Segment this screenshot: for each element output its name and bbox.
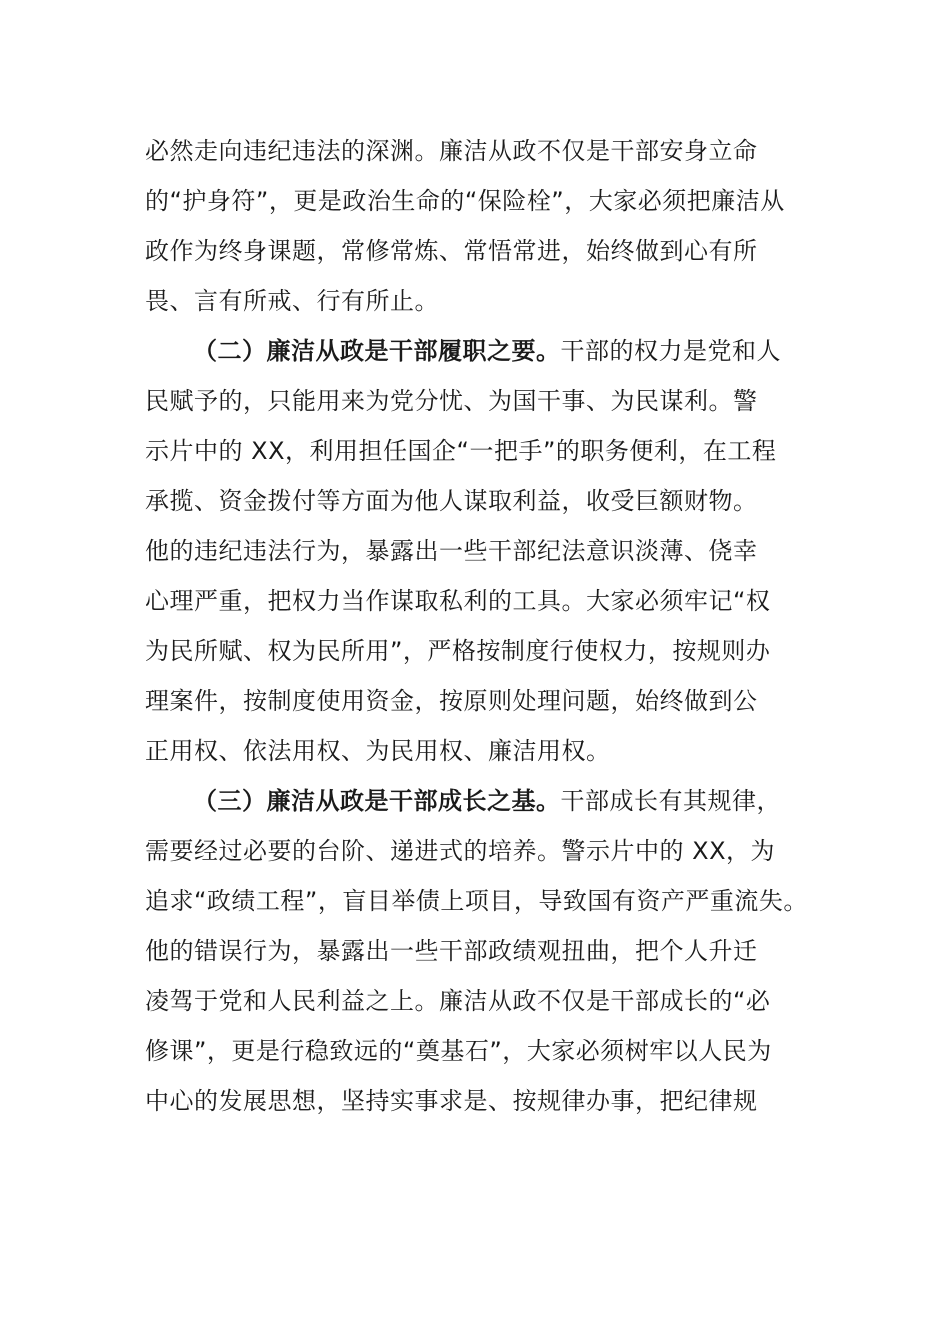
paragraph-line: 追求“政绩工程”，盲目举债上项目，导致国有资产严重流失。 (145, 887, 808, 915)
paragraph-line: 承揽、资金拨付等方面为他人谋取利益，收受巨额财物。 (145, 487, 758, 515)
paragraph-line: 凌驾于党和人民利益之上。廉洁从政不仅是干部成长的“必 (145, 987, 771, 1015)
paragraph-line: 他的错误行为，暴露出一些干部政绩观扭曲，把个人升迁 (145, 937, 758, 965)
paragraph-3 (145, 776, 825, 1126)
paragraph-1 (145, 126, 825, 326)
paragraph-line: 他的违纪违法行为，暴露出一些干部纪法意识淡薄、侥幸 (145, 537, 758, 565)
paragraph-line: 理案件，按制度使用资金，按原则处理问题，始终做到公 (145, 687, 758, 715)
paragraph-line: 畏、言有所戒、行有所止。 (145, 287, 439, 315)
section-heading: （二）廉洁从政是干部履职之要。 (193, 337, 561, 365)
paragraph-line: 必然走向违纪违法的深渊。廉洁从政不仅是干部安身立命 (145, 137, 758, 165)
paragraph-text: 干部的权力是党和人 (560, 337, 781, 365)
paragraph-line: 中心的发展思想，坚持实事求是、按规律办事，把纪律规 (145, 1087, 758, 1115)
section-heading: （三）廉洁从政是干部成长之基。 (193, 787, 561, 815)
paragraph-line: 正用权、依法用权、为民用权、廉洁用权。 (145, 737, 611, 765)
paragraph-line: 修课”，更是行稳致远的“奠基石”，大家必须树牢以人民为 (145, 1037, 772, 1065)
paragraph-line: 需要经过必要的台阶、递进式的培养。警示片中的 XX，为 (145, 837, 776, 865)
paragraph-line: 民赋予的，只能用来为党分忧、为国干事、为民谋利。警 (145, 387, 758, 415)
paragraph-first-line (145, 326, 825, 376)
paragraph-line: 心理严重，把权力当作谋取私利的工具。大家必须牢记“权 (145, 587, 771, 615)
paragraph-2 (145, 326, 825, 776)
paragraph-line: 示片中的 XX，利用担任国企“一把手”的职务便利，在工程 (145, 437, 777, 465)
paragraph-line: 为民所赋、权为民所用”，严格按制度行使权力，按规则办 (145, 637, 771, 665)
paragraph-line: 政作为终身课题，常修常炼、常悟常进，始终做到心有所 (145, 237, 758, 265)
paragraph-first-line (145, 776, 825, 826)
paragraph-text: 干部成长有其规律， (560, 787, 781, 815)
paragraph-line: 的“护身符”，更是政治生命的“保险栓”，大家必须把廉洁从 (145, 187, 785, 215)
